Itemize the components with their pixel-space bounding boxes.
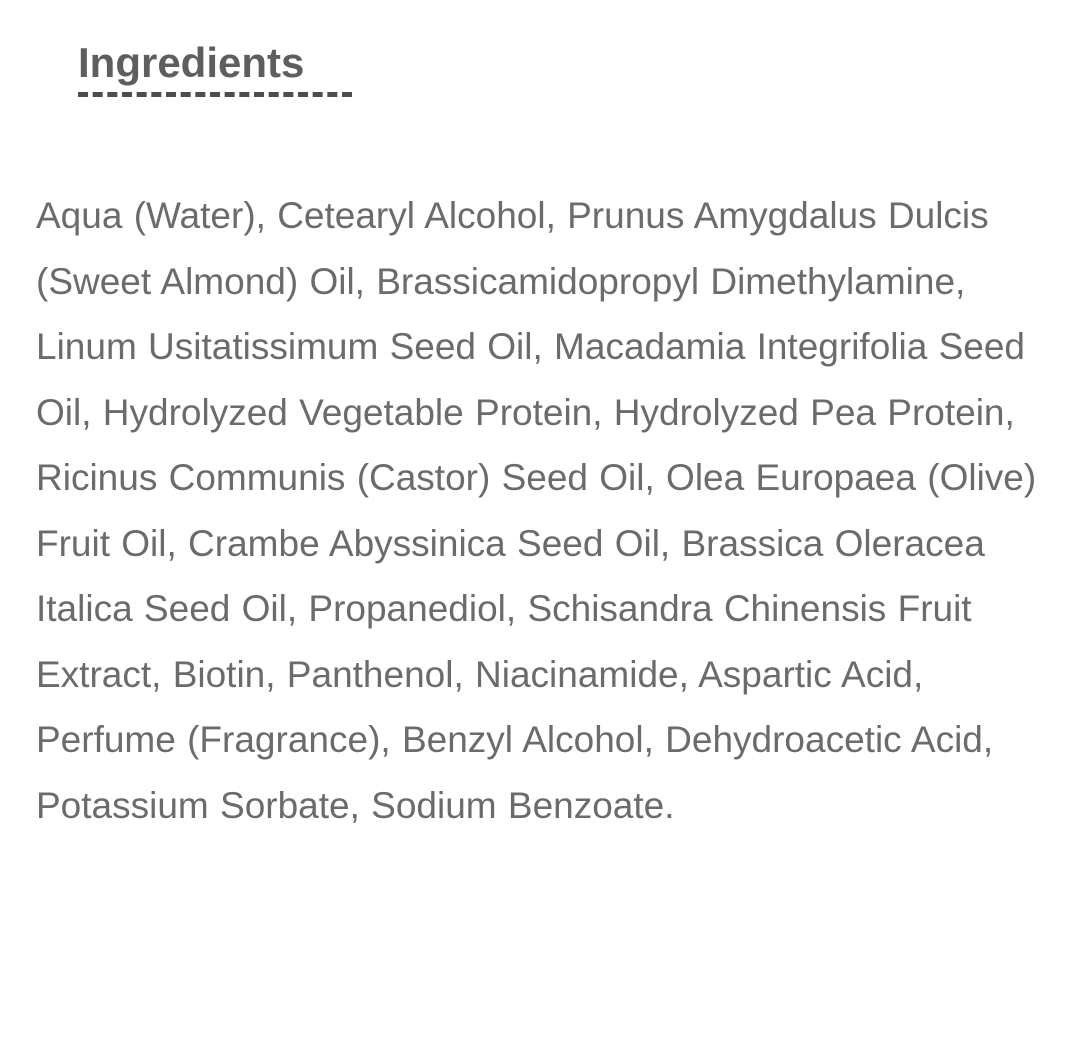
heading-block [78,40,352,97]
page-title: Ingredients [78,39,305,86]
heading-dashed-rule [78,92,352,97]
ingredients-paragraph: Aqua (Water), Cetearyl Alcohol, Prunus Amygdalus Dulcis (Sweet Almond) Oil, Brassicamidopropyl Dimethylamine, Linum Usitatissimum Seed Oil, Macadamia Integrifolia Seed Oil, Hydrolyzed Vegetable Protein, Hydrolyzed Pea Protein, Ricinus Communis (Castor) Seed Oil, Olea Europaea (Olive) Fruit Oil, Crambe Abyssinica Seed Oil, Brassica Oleracea Italica Seed Oil, Propanediol, Schisandra Chinensis Fruit Extract, Biotin, Panthenol, Niacinamide, Aspartic Acid, Perfume (Fragrance), Benzyl Alcohol, Dehydroacetic Acid, Potassium Sorbate, Sodium Benzoate. [36,195,1037,826]
